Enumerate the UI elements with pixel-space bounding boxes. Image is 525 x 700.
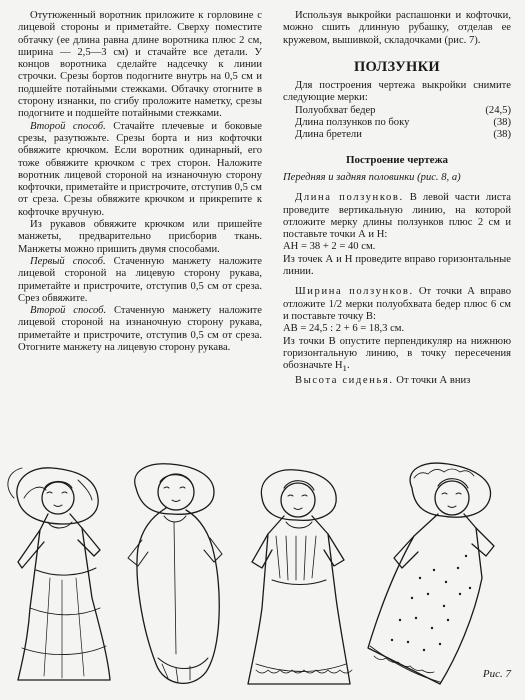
baby-illustration-4 [368, 463, 494, 684]
measurement-name: Полуобхват бедер [295, 104, 376, 116]
measurements-list [295, 105, 511, 142]
method-heading: Первый способ. [30, 255, 106, 267]
formula: АН = 38 + 2 = 40 см. [283, 241, 376, 253]
term-heading: Высота сиденья. [295, 374, 394, 386]
subsection-title: Построение чертежа [345, 153, 449, 166]
paragraph [283, 336, 511, 375]
figure-caption: Рис. 7 [482, 668, 511, 680]
measurement-row [295, 105, 511, 117]
paragraph-text: Стаченную манжету наложите лицевой стороной на лицевую сторону рукава, приметайте и пристрочите, отступив 0,5 см от среза. Срез обвяжите. [18, 255, 262, 304]
method-heading: Второй способ. [30, 120, 106, 132]
measurement-name: Длина бретели [295, 129, 362, 141]
paragraph-text: . [346, 360, 350, 372]
paragraph-text: Стаченную манжету наложите лицевой стороной на изнаночную сторону рукава, приметайте и пристрочите, отступив 0,5 см от среза. Отогните манжету на лицевую сторону рукава. [18, 305, 262, 354]
paragraph [283, 286, 511, 323]
section-title: ПОЛЗУНКИ [353, 58, 441, 75]
paragraph [18, 305, 262, 354]
baby-illustration-3 [248, 470, 352, 684]
paragraph: Отутюженный воротник приложите к горловине с лицевой стороны и приметайте. Сверху поместите обтачку (ее длина равна длине воротника плюс 2 см, ширина — 2,5—3 см) и стачайте все детали. У концов воротника сделайте надсечку к линии строчки. Срезы бортов подогните внутрь на 0,5 см и подшейте потайными стежками. Обтачку отогните в сторону изнанки, по сгибу проложите наметку, срезы подогните и подшейте потайными стежками. [18, 10, 262, 120]
baby-illustration-2 [128, 464, 222, 684]
paragraph [283, 375, 511, 387]
baby-illustration-1 [8, 468, 110, 680]
measurement-row [295, 129, 511, 141]
figure-baby-gowns [0, 458, 525, 700]
paragraph: Используя выкройки распашонки и кофточки, можно сшить длинную рубашку, отделав ее кружевом, вышивкой, складочками (рис. 7). [283, 10, 511, 46]
measurement-value: (24,5) [485, 104, 511, 116]
subscript: 1 [342, 363, 347, 374]
paragraph-text: От точки А вниз [393, 374, 471, 386]
paragraph [18, 121, 262, 219]
term-heading: Длина ползунков. [295, 192, 404, 204]
left-column [18, 10, 262, 354]
subsection-subtitle: Передняя и задняя половинки (рис. 8, а) [283, 171, 461, 183]
paragraph-text: Из точки В опустите перпендикуляр на нижнюю горизонтальную линию, в точку пересечения обозначьте Н [283, 335, 511, 372]
formula: АВ = 24,5 : 2 + 6 = 18,3 см. [283, 323, 405, 335]
paragraph [18, 256, 262, 305]
term-heading: Ширина ползунков. [295, 286, 414, 298]
measurement-value: (38) [493, 117, 511, 129]
paragraph [283, 192, 511, 241]
method-heading: Второй способ. [30, 305, 107, 317]
measurement-value: (38) [493, 129, 511, 141]
paragraph: Из точек А и Н проведите вправо горизонтальные линии. [283, 253, 511, 278]
paragraph-text: От точки А вправо отложите 1/2 мерки полуобхвата бедер плюс 6 см и поставьте точку В: [283, 286, 512, 322]
paragraph: Из рукавов обвяжите крючком или пришейте манжеты, предварительно присборив ткань. Манжеты можно пришить двумя способами. [18, 219, 262, 255]
measurement-row [295, 117, 511, 129]
paragraph: Для построения чертежа выкройки снимите следующие мерки: [283, 80, 511, 104]
measurement-name: Длина ползунков по боку [295, 117, 410, 129]
paragraph-text: В левой части листа проведите вертикальную линию, на которой отложите мерку длины ползунков плюс 2 см и поставьте точки А и Н: [283, 192, 511, 241]
paragraph-text: Стачайте плечевые и боковые срезы, разутюжьте. Срезы борта и низ кофточки обвяжите крючком. Если воротник одинарный, его тоже обвяжите крючком с трех сторон. Наложите воротник лицевой стороной на изнаночную сторону кофточки, приметайте и пристрочите, отступив 0,5 см от среза. Срезы обвяжите крючком и прикрепите к кофточке вручную. [18, 120, 262, 218]
right-column [283, 10, 511, 387]
